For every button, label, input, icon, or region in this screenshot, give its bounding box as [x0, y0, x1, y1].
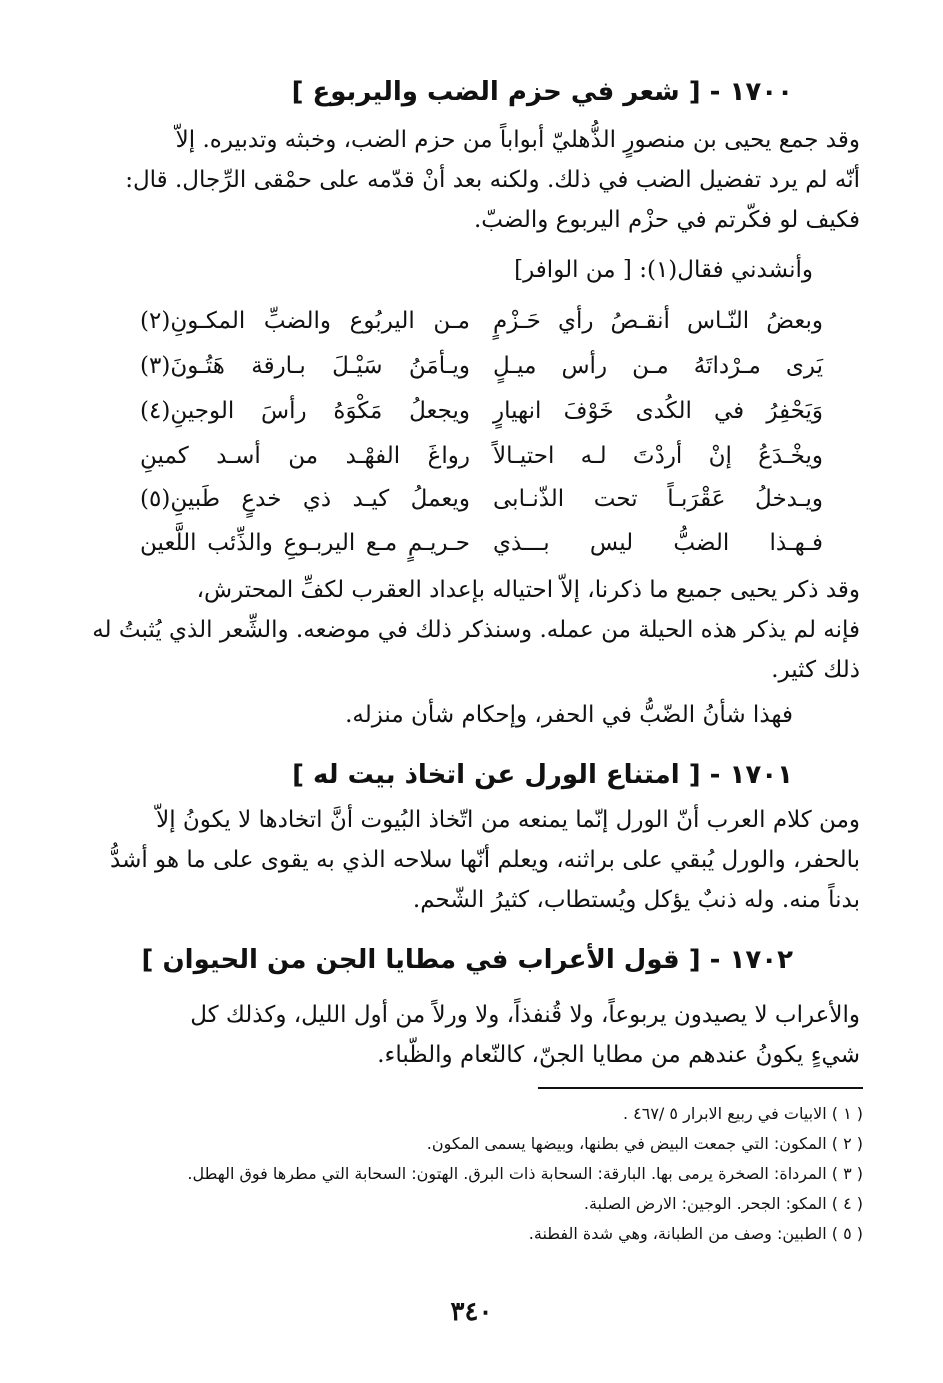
verse-line [140, 478, 823, 520]
footnote-5: ( ٥ ) الطبين: وصف من الطبانة، وهي شدة الفطنة. [528, 1224, 863, 1243]
verse-second-hemistich: حـريـمٍ مـع اليربـوعِ والذِّئب اللَّعين [140, 530, 470, 556]
text-line: وقد جمع يحيى بن منصورٍ الذُّهليّ أبواباً من حزم الضب، وخبثه وتدبيره. إلاّ [175, 127, 860, 153]
section-heading-1701: ١٧٠١ - [ امتناع الورل عن اتخاذ بيت له ] [292, 760, 793, 790]
verse-intro [80, 250, 813, 290]
footnote-4: ( ٤ ) المكو: الجحر. الوجين: الارض الصلبة. [583, 1194, 863, 1213]
page-number: ٣٤٠ [450, 1297, 493, 1327]
verse-first-hemistich: وَيَحْفِرُ في الكُدى خَوْفَ انهيارٍ [493, 398, 823, 424]
text-line: أنّه لم يرد تفضيل الضب في ذلك. ولكنه بعد أنْ قدّمه على حمْقى الرِّجال. قال: [125, 167, 860, 193]
text-line: وأنشدني فقال(١): [ من الوافر] [514, 257, 813, 283]
verse-line [140, 435, 823, 477]
paragraph-1702 [80, 995, 860, 1075]
text-line: فهذا شأنُ الضّبُّ في الحفر، وإحكام شأن منزله. [345, 702, 793, 728]
verse-second-hemistich: رواغَ الفهْـد من أسـد كمينِ [140, 443, 470, 469]
text-line: شيءٍ يكونُ عندهم من مطايا الجنّ، كالنّعام والظّباء. [377, 1042, 860, 1068]
text-line: وقد ذكر يحيى جميع ما ذكرنا، إلاّ احتياله بإعداد العقرب لكفِّ المحترش، [196, 577, 860, 603]
verse-line [140, 390, 823, 432]
text-line: بدناً منه. وله ذنبٌ يؤكل ويُستطاب، كثيرُ الشّحم. [412, 887, 860, 913]
verse-second-hemistich: ويـأمَنُ سَيْـلَ بـارقة هَتُـونَ(٣) [140, 353, 470, 379]
text-line: ذلك كثير. [771, 657, 860, 683]
verse-line [140, 300, 823, 342]
footnote-separator [538, 1087, 863, 1089]
footnote-2: ( ٢ ) المكون: التي جمعت البيض في بطنها، وبيضها يسمى المكون. [426, 1134, 863, 1153]
verse-second-hemistich: ويعملُ كيـد ذي خدعٍ طَبينِ(٥) [140, 486, 470, 512]
paragraph-1700-closing [80, 695, 793, 735]
text-line: ومن كلام العرب أنّ الورل إنّما يمنعه من اتّخاذ البُيوت أنَّ اتخادها لا يكونُ إلاّ [156, 807, 860, 833]
text-line: فكيف لو فكّرتم في حزْم اليربوع والضبّ. [474, 207, 860, 233]
verse-line [140, 345, 823, 387]
text-line: فإنه لم يذكر هذه الحيلة من عمله. وسنذكر ذلك في موضعه. والشِّعر الذي يُثبتُ له [92, 617, 860, 643]
verse-first-hemistich: فـهـذا الضبُّ ليس بـــذي [493, 530, 823, 556]
verse-second-hemistich: ويجعلُ مَكْوَهُ رأسَ الوجينِ(٤) [140, 398, 470, 424]
paragraph-1701 [80, 800, 860, 920]
verse-first-hemistich: يَرى مـرْداتَهُ مـن رأس ميـلٍ [493, 353, 823, 379]
section-heading-1702: ١٧٠٢ - [ قول الأعراب في مطايا الجن من الحيوان ] [141, 945, 793, 975]
footnote-1: ( ١ ) الابيات في ربيع الابرار ٥ /٤٦٧ . [622, 1104, 863, 1123]
verse-first-hemistich: ويخْـدَعُ إنْ أردْتَ لـه احتيـالاً [493, 443, 823, 469]
paragraph-1700-after [80, 570, 860, 690]
text-line: والأعراب لا يصيدون يربوعاً، ولا قُنفذاً، ولا ورلاً من أول الليل، وكذلك كل [190, 1002, 860, 1028]
footnote-3: ( ٣ ) المرداة: الصخرة يرمى بها. البارقة: السحابة ذات البرق. الهتون: السحابة التي مطرها فوق الهطل. [187, 1164, 863, 1183]
paragraph-1700-intro [80, 120, 860, 240]
verse-line [140, 522, 823, 564]
verse-second-hemistich: مـن اليربُوع والضبِّ المكـونِ(٢) [140, 308, 470, 334]
section-heading-1700: ١٧٠٠ - [ شعر في حزم الضب واليربوع ] [291, 77, 793, 107]
verse-first-hemistich: وبعضُ النّـاس أنقـصُ رأي حَـزْمٍ [493, 308, 823, 334]
text-line: بالحفر، والورل يُبقي على براثنه، ويعلم أنّها سلاحه الذي به يقوى على ما هو أشدُّ [110, 847, 860, 873]
verse-first-hemistich: ويـدخلُ عَقْرَبـاً تحت الذّنـابى [493, 486, 823, 512]
